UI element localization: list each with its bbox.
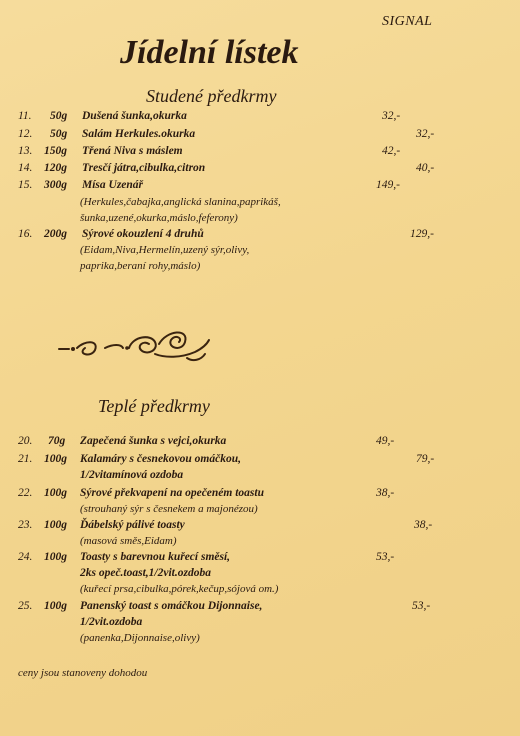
item-price: 49,- — [376, 435, 395, 447]
item-description: (strouhaný sýr s česnekem a majonézou) — [80, 503, 258, 515]
item-price: 38,- — [376, 487, 395, 499]
item-weight: 100g — [44, 487, 67, 499]
item-description: (kuřecí prsa,cibulka,pórek,kečup,sójová om.) — [80, 583, 279, 595]
item-number: 24. — [18, 551, 33, 563]
item-name: Panenský toast s omáčkou Dijonnaise, — [80, 600, 263, 612]
item-name: Sýrové překvapení na opečeném toastu — [80, 487, 264, 499]
item-description: šunka,uzené,okurka,máslo,feferony) — [80, 212, 238, 224]
item-name: Toasty s barevnou kuřecí směsí, — [80, 551, 231, 563]
item-weight: 50g — [50, 128, 68, 140]
item-name: Kalamáry s česnekovou omáčkou, — [80, 453, 241, 465]
item-number: 21. — [18, 453, 33, 465]
item-name-line2: 2ks opeč.toast,1/2vit.ozdoba — [80, 567, 211, 579]
item-weight: 200g — [44, 228, 67, 240]
section-heading-cold: Studené předkrmy — [146, 86, 277, 106]
item-name: Tresčí játra,cibulka,citron — [82, 162, 206, 174]
item-price: 32,- — [382, 110, 401, 122]
item-weight: 50g — [50, 110, 68, 122]
brand-label: SIGNAL — [382, 14, 433, 29]
item-name-line2: 1/2vit.ozdoba — [80, 616, 143, 628]
item-number: 12. — [18, 128, 33, 140]
item-price: 42,- — [382, 145, 401, 157]
item-weight: 120g — [44, 162, 67, 174]
item-weight: 150g — [44, 145, 67, 157]
item-weight: 100g — [44, 519, 67, 531]
item-description: (panenka,Dijonnaise,olivy) — [80, 632, 200, 644]
item-price: 149,- — [376, 179, 400, 191]
item-price: 53,- — [412, 600, 431, 612]
item-name: Zapečená šunka s vejci,okurka — [80, 435, 227, 447]
menu-title: Jídelní lístek — [120, 34, 299, 71]
item-name: Dušená šunka,okurka — [82, 110, 187, 122]
item-name: Ďábelský pálivé toasty — [80, 519, 185, 531]
item-number: 20. — [18, 435, 33, 447]
pricing-note: ceny jsou stanoveny dohodou — [18, 667, 148, 679]
item-description: (Eidam,Niva,Hermelín,uzený sýr,olivy, — [80, 244, 250, 256]
item-price: 32,- — [416, 128, 435, 140]
item-name: Třená Niva s máslem — [82, 145, 183, 157]
item-price: 38,- — [414, 519, 433, 531]
item-number: 25. — [18, 600, 33, 612]
item-price: 53,- — [376, 551, 395, 563]
item-number: 13. — [18, 145, 33, 157]
item-price: 40,- — [416, 162, 435, 174]
decorative-flourish — [55, 318, 215, 366]
item-name: Salám Herkules.okurka — [82, 128, 196, 140]
item-number: 16. — [18, 228, 33, 240]
item-number: 22. — [18, 487, 33, 499]
item-name: Sýrové okouzlení 4 druhů — [82, 228, 204, 240]
item-number: 23. — [18, 519, 33, 531]
item-number: 15. — [18, 179, 33, 191]
item-description: (masová směs,Eidam) — [80, 535, 177, 547]
item-weight: 300g — [44, 179, 67, 191]
item-name: Mísa Uzenář — [82, 179, 144, 191]
item-price: 129,- — [410, 228, 434, 240]
item-weight: 100g — [44, 453, 67, 465]
item-weight: 70g — [48, 435, 66, 447]
item-description: paprika,beraní rohy,máslo) — [80, 260, 201, 272]
item-description: (Herkules,čabajka,anglická slanina,paprikáš, — [80, 196, 281, 208]
section-heading-warm: Teplé předkrmy — [98, 396, 210, 416]
item-price: 79,- — [416, 453, 435, 465]
item-name-line2: 1/2vitamínová ozdoba — [80, 469, 184, 481]
item-weight: 100g — [44, 600, 67, 612]
item-weight: 100g — [44, 551, 67, 563]
item-number: 11. — [18, 110, 32, 122]
item-number: 14. — [18, 162, 33, 174]
